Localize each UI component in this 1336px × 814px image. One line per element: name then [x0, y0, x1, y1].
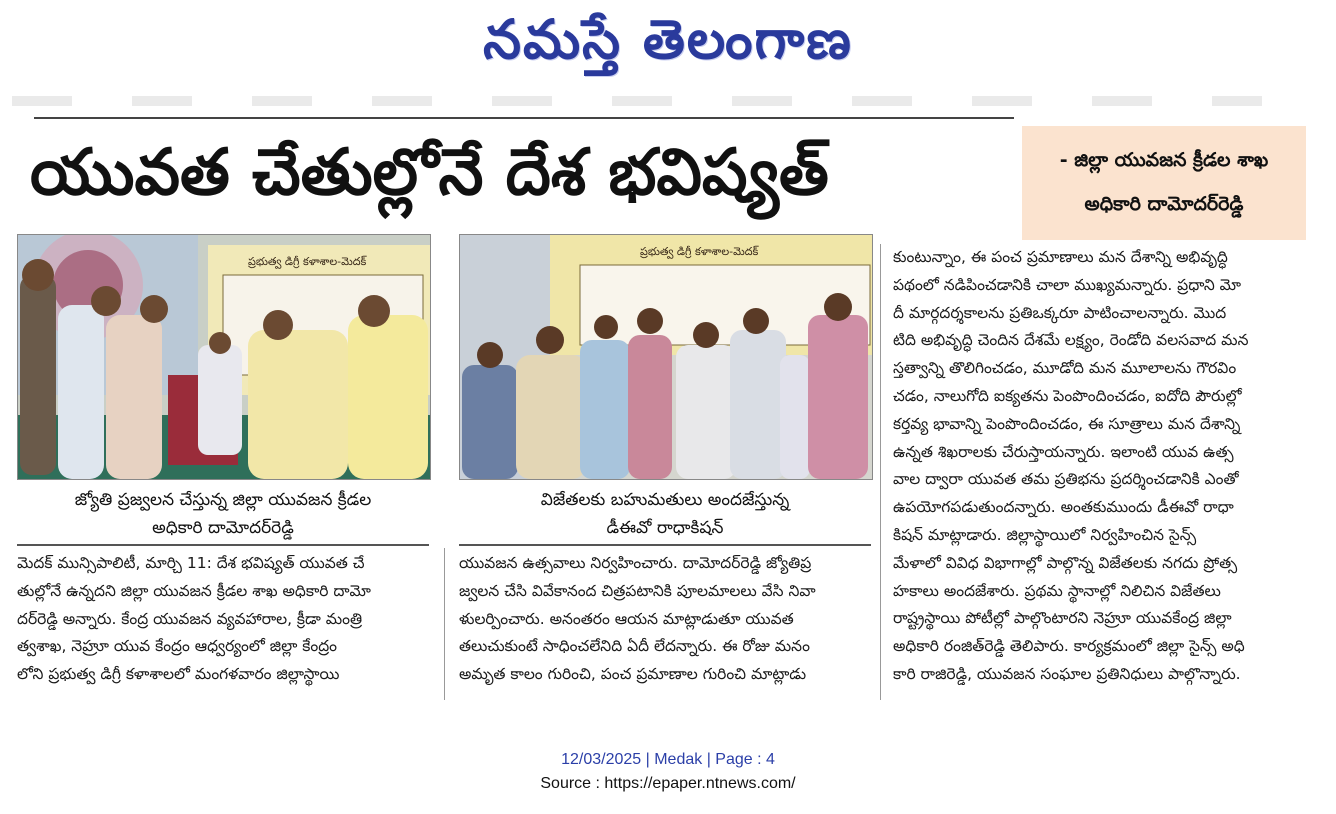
photo-prize-distribution-image	[460, 235, 872, 479]
article-headline: యువత చేతుల్లోనే దేశ భవిష్యత్	[30, 136, 829, 210]
text-line: దీ మార్గదర్శకాలను ప్రతిఒక్కరూ పాటించాలన్నారు. మొద	[893, 303, 1227, 322]
text-line: స్తత్వాన్ని తొలిగించడం, మూడోది మన మూలాలను గౌరవిం	[893, 359, 1237, 378]
photo1-caption-line-1: జ్యోతి ప్రజ్వలన చేస్తున్న జిల్లా యువజన క్రీడల	[74, 490, 372, 510]
text-line: రాష్ట్రస్థాయి పోటీల్లో పాల్గొంటారని నెహ్రూ యువకేంద్ర జిల్లా	[893, 609, 1232, 628]
photo2-caption	[459, 486, 871, 542]
text-line: తలుచుకుంటే సాధించలేనిది ఏదీ లేదన్నారు. ఈ రోజు మనం	[459, 637, 810, 656]
text-line: ఉన్నత శిఖరాలకు చేరుస్తాయన్నారు. ఇలాంటి యువ ఉత్స	[893, 442, 1234, 461]
column-divider	[880, 244, 881, 700]
text-line: దర్‌రెడ్డి అన్నారు. కేంద్ర యువజన వ్యవహారాల, క్రీడా మంత్రి	[17, 609, 363, 628]
text-line: లోని ప్రభుత్వ డిగ్రీ కళాశాలలో మంగళవారం జిల్లాస్థాయి	[17, 665, 340, 684]
photo-lamp-lighting-image	[18, 235, 430, 479]
photo2-caption-line-1: విజేతలకు బహుమతులు అందజేస్తున్న	[540, 490, 790, 510]
text-line: అధికారి రంజిత్‌రెడ్డి తెలిపారు. కార్యక్రమంలో జిల్లా సైన్స్ అధి	[893, 637, 1245, 656]
masthead-strip	[12, 96, 1262, 106]
newspaper-logo: నమస్తే తెలంగాణ	[483, 8, 853, 71]
photo1-banner-text: ప్రభుత్వ డిగ్రీ కళాశాల-మెదక్	[248, 255, 367, 268]
edition-info: 12/03/2025 | Medak | Page : 4	[561, 751, 775, 768]
article-column-2	[459, 550, 871, 689]
article-column-3	[893, 244, 1307, 689]
column-divider	[444, 548, 445, 700]
byline-line-2: అధికారి దామోదర్‌రెడ్డి	[1084, 193, 1244, 215]
text-line: ళులర్పించారు. అనంతరం ఆయన మాట్లాడుతూ యువత	[459, 609, 794, 628]
source-link[interactable]: Source : https://epaper.ntnews.com/	[540, 775, 796, 792]
text-line: పథంలో నడిపించడానికి చాలా ముఖ్యమన్నారు. ప్రధాని మో	[893, 275, 1242, 294]
photo1-caption	[17, 486, 429, 542]
masthead	[0, 0, 1336, 80]
text-line: ఉపయోగపడుతుందన్నారు. అంతకుముందు డీఈవో రాధా	[893, 498, 1234, 517]
text-line: చడం, నాలుగోది ఐక్యతను పెంపొందించడం, ఐదోది పౌరుల్లో	[893, 386, 1242, 405]
text-line: కారి రాజిరెడ్డి, యువజన సంఘాల ప్రతినిధులు పాల్గొన్నారు.	[893, 664, 1241, 683]
photo1-caption-line-2: అధికారి దామోదర్‌రెడ్డి	[152, 518, 294, 538]
text-line: కిషన్ మాట్లాడారు. జిల్లాస్థాయిలో నిర్వహించిన సైన్స్	[893, 525, 1197, 544]
byline-box	[1022, 126, 1306, 240]
text-line: యువజన ఉత్సవాలు నిర్వహించారు. దామోదర్‌రెడ్డి జ్యోతిప్ర	[459, 554, 812, 572]
text-line: కుంటున్నాం, ఈ పంచ ప్రమాణాలు మన దేశాన్ని అభివృద్ధి	[893, 248, 1228, 266]
text-line: కర్తవ్య భావాన్ని పెంపొందించడం, ఈ సూత్రాలు మన దేశాన్ని	[893, 414, 1241, 433]
text-line: హకాలు అందజేశారు. ప్రథమ స్థానాల్లో నిలిచిన విజేతలు	[893, 581, 1221, 600]
photo-lamp-lighting	[17, 234, 431, 480]
text-line: మెదక్ మున్సిపాలిటీ, మార్చి 11: దేశ భవిష్యత్ యువత చే	[17, 554, 365, 572]
text-line: జ్వలన చేసి వివేకానంద చిత్రపటానికి పూలమాలలు వేసి నివా	[459, 581, 816, 600]
text-line: తుల్లోనే ఉన్నదని జిల్లా యువజన క్రీడల శాఖ అధికారి దామో	[17, 581, 371, 600]
text-line: త్వశాఖ, నెహ్రూ యువ కేంద్రం ఆధ్వర్యంలో జిల్లా కేంద్రం	[17, 637, 338, 656]
text-line: అమృత కాలం గురించి, పంచ ప్రమాణాల గురించి మాట్లాడు	[459, 665, 807, 684]
text-line: వాల ద్వారా యువత తమ ప్రతిభను ప్రదర్శించడానికి ఎంతో	[893, 470, 1239, 489]
caption2-rule	[459, 544, 871, 546]
photo2-banner-text: ప్రభుత్వ డిగ్రీ కళాశాల-మెదక్	[640, 245, 759, 258]
article-column-1	[17, 550, 429, 689]
photo-prize-distribution	[459, 234, 873, 480]
text-line: టిది అభివృద్ధి చెందిన దేశమే లక్ష్యం, రెండోది వలసవాద మన	[893, 331, 1249, 350]
photo2-caption-line-2: డీఈవో రాధాకిషన్	[606, 518, 724, 538]
text-line: మేళాలో వివిధ విభాగాల్లో పాల్గొన్న విజేతలకు నగదు ప్రోత్స	[893, 553, 1238, 572]
byline-line-1: - జిల్లా యువజన క్రీడల శాఖ	[1059, 149, 1269, 171]
page-footer	[0, 748, 1336, 796]
caption1-rule	[17, 544, 429, 546]
